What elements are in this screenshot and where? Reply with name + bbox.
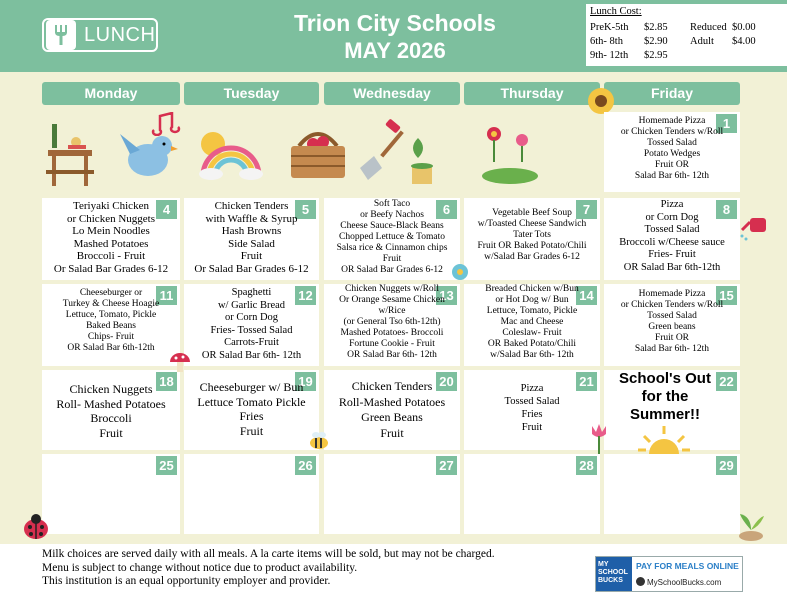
menu-item: Potato Wedges bbox=[643, 149, 701, 159]
lunch-cost-box bbox=[586, 4, 787, 66]
menu-item: Fruit bbox=[240, 250, 263, 262]
menu-item: or Chicken Tenders w/Roll bbox=[620, 127, 724, 137]
price-6-8: $2.90 bbox=[644, 36, 668, 47]
day-cell-28 bbox=[464, 454, 600, 534]
day-number: 20 bbox=[436, 372, 457, 391]
shovel-plant-icon bbox=[356, 118, 440, 188]
menu-item: Lo Mein Noodles bbox=[72, 225, 150, 237]
menu-item: Lettuce Tomato Pickle bbox=[197, 394, 306, 409]
day-number: 19 bbox=[295, 372, 316, 391]
menu-item: Coleslaw- Fruit bbox=[502, 328, 562, 338]
menu-item: or Beefy Nachos bbox=[360, 210, 424, 220]
myschoolbucks-site-text: MySchoolBucks.com bbox=[647, 578, 722, 587]
menu-item: Green Beans bbox=[361, 410, 423, 424]
day-number: 8 bbox=[716, 200, 737, 219]
menu-list bbox=[44, 288, 178, 354]
day-number: 27 bbox=[436, 456, 457, 475]
day-number: 28 bbox=[576, 456, 597, 475]
menu-item: OR Salad Bar 6th-12th bbox=[67, 343, 155, 353]
day-number: 4 bbox=[156, 200, 177, 219]
day-cell-11 bbox=[42, 284, 180, 366]
menu-item: Cheese Sauce-Black Beans bbox=[340, 221, 444, 231]
menu-item: Fries- Fruit bbox=[648, 249, 696, 260]
day-cell-20 bbox=[324, 370, 460, 450]
rainbow-sun-icon bbox=[195, 120, 265, 180]
menu-item: Tossed Salad bbox=[504, 396, 560, 407]
day-cell-14 bbox=[464, 284, 600, 366]
lunch-cost-heading: Lunch Cost: bbox=[590, 6, 642, 17]
picnic-basket-icon bbox=[285, 122, 351, 182]
menu-item: Chicken Tenders bbox=[351, 379, 433, 393]
menu-item: OR Baked Potato/Chili bbox=[487, 339, 577, 349]
day-cell-21 bbox=[464, 370, 600, 450]
menu-list bbox=[466, 382, 598, 434]
price-9-12: $2.95 bbox=[644, 50, 668, 61]
menu-item: Tossed Salad bbox=[644, 224, 700, 235]
menu-item: Fortune Cookie - Fruit bbox=[349, 339, 435, 349]
menu-list bbox=[186, 380, 317, 438]
menu-item: Homemade Pizza bbox=[638, 116, 706, 126]
menu-item: or Corn Dog bbox=[645, 211, 699, 223]
menu-list bbox=[326, 284, 458, 361]
menu-item: Fruit OR bbox=[654, 160, 690, 170]
menu-item: Fruit bbox=[521, 422, 543, 433]
weekday-friday: Friday bbox=[604, 82, 740, 105]
menu-item: OR Salad Bar 6th-12th bbox=[623, 261, 721, 273]
menu-item: w/Salad Bar 6th- 12th bbox=[490, 350, 574, 360]
menu-list bbox=[466, 208, 598, 263]
day-cell-18 bbox=[42, 370, 180, 450]
myschoolbucks-site bbox=[636, 577, 721, 587]
tulip-icon bbox=[588, 422, 610, 456]
menu-item: Tater Tots bbox=[513, 230, 551, 240]
menu-item: w/Salad Bar Grades 6-12 bbox=[484, 252, 580, 262]
menu-item: for the bbox=[641, 388, 689, 405]
menu-item: Mac and Cheese bbox=[500, 317, 564, 327]
menu-item: School's Out bbox=[619, 370, 711, 387]
menu-item: Chicken Nuggets w/Roll bbox=[345, 284, 439, 294]
myschoolbucks-tagline: PAY FOR MEALS ONLINE bbox=[636, 561, 739, 571]
day-cell-6 bbox=[324, 198, 460, 280]
logo-text: MY bbox=[598, 561, 609, 568]
sun-icon bbox=[636, 424, 692, 454]
menu-item: Broccoli - Fruit bbox=[76, 250, 146, 262]
price-prek5: $2.85 bbox=[644, 22, 668, 33]
menu-item: with Waffle & Syrup bbox=[205, 212, 298, 225]
menu-item: OR Salad Bar Grades 6-12 bbox=[341, 265, 443, 275]
weekday-tuesday: Tuesday bbox=[184, 82, 319, 105]
menu-item: Chips- Fruit bbox=[87, 332, 135, 342]
menu-item: (or General Tso 6th-12th) bbox=[343, 317, 441, 327]
menu-item: Salsa rice & Cinnamon chips bbox=[336, 243, 448, 253]
menu-item: w/Rice bbox=[378, 306, 406, 316]
footer-line: Menu is subject to change without notice due to product availability. bbox=[42, 561, 358, 574]
day-cell-7 bbox=[464, 198, 600, 280]
picnic-table-icon bbox=[46, 118, 94, 190]
menu-item: Breaded Chicken w/Bun bbox=[485, 284, 579, 294]
day-cell-26 bbox=[184, 454, 319, 534]
price-adult: $4.00 bbox=[732, 36, 756, 47]
logo-text: SCHOOL bbox=[598, 569, 628, 576]
menu-item: OR Salad Bar 6th- 12th bbox=[201, 349, 302, 361]
price-label-adult: Adult bbox=[690, 36, 714, 47]
month-title: MAY 2026 bbox=[344, 38, 446, 63]
menu-item: OR Salad Bar 6th- 12th bbox=[347, 350, 437, 360]
day-cell-5 bbox=[184, 198, 319, 280]
day-number: 13 bbox=[436, 286, 457, 305]
menu-item: Lettuce, Tomato, Pickle bbox=[65, 310, 157, 320]
mushroom-icon bbox=[168, 350, 192, 374]
menu-item: or Hot Dog w/ Bun bbox=[495, 295, 569, 305]
footer-notes bbox=[42, 548, 495, 589]
menu-item: Cheeseburger w/ Bun bbox=[199, 380, 304, 394]
day-number: 18 bbox=[156, 372, 177, 391]
menu-item: Fruit bbox=[382, 254, 402, 264]
menu-item: Or Salad Bar Grades 6-12 bbox=[53, 262, 169, 275]
bee-icon bbox=[306, 430, 332, 452]
menu-item: w/Toasted Cheese Sandwich bbox=[477, 219, 587, 229]
footer-line: This institution is an equal opportunity employer and provider. bbox=[42, 575, 331, 587]
lunch-badge bbox=[42, 18, 158, 52]
menu-item: Hash Browns bbox=[221, 225, 282, 237]
weekday-wednesday: Wednesday bbox=[324, 82, 460, 105]
menu-item: Pizza bbox=[660, 199, 684, 210]
menu-item: Chicken Tenders bbox=[214, 200, 289, 212]
watering-can-icon bbox=[740, 210, 770, 242]
day-cell-25 bbox=[42, 454, 180, 534]
menu-item: Broccoli bbox=[90, 411, 132, 425]
menu-item: Cheeseburger or bbox=[79, 288, 143, 298]
menu-item: Fries bbox=[239, 409, 264, 423]
price-label-9-12: 9th- 12th bbox=[590, 50, 629, 61]
menu-item: Roll-Mashed Potatoes bbox=[338, 394, 446, 409]
menu-item: Tossed Salad bbox=[647, 311, 697, 321]
flowers-icon bbox=[478, 120, 542, 184]
menu-item: Salad Bar 6th- 12th bbox=[634, 344, 710, 354]
menu-list bbox=[44, 382, 178, 440]
price-reduced: $0.00 bbox=[732, 22, 756, 33]
myschoolbucks-banner[interactable] bbox=[595, 556, 743, 592]
day-cell-27 bbox=[324, 454, 460, 534]
day-number: 11 bbox=[156, 286, 177, 305]
price-label-prek5: PreK-5th bbox=[590, 22, 629, 33]
menu-item: Fruit OR bbox=[654, 333, 690, 343]
sprout-icon bbox=[736, 510, 766, 542]
menu-item: Baked Beans bbox=[86, 321, 136, 331]
day-number: 1 bbox=[716, 114, 737, 133]
day-number: 7 bbox=[576, 200, 597, 219]
music-note-icon bbox=[150, 112, 184, 136]
school-title: Trion City Schools bbox=[294, 10, 496, 36]
menu-item: Mashed Potatoes- Broccoli bbox=[340, 328, 444, 338]
menu-list bbox=[186, 287, 317, 362]
menu-list bbox=[44, 200, 178, 275]
menu-item: Soft Taco bbox=[373, 199, 411, 209]
day-number: 6 bbox=[436, 200, 457, 219]
day-cell-8 bbox=[604, 198, 740, 280]
menu-item: Fruit bbox=[239, 423, 264, 438]
price-label-6-8: 6th- 8th bbox=[590, 36, 623, 47]
myschoolbucks-logo bbox=[596, 557, 632, 591]
day-cell-12 bbox=[184, 284, 319, 366]
day-cell-29 bbox=[604, 454, 740, 534]
day-number: 15 bbox=[716, 286, 737, 305]
day-number: 26 bbox=[295, 456, 316, 475]
weekday-monday: Monday bbox=[42, 82, 180, 105]
menu-item: Turkey & Cheese Hoagie bbox=[62, 299, 160, 309]
day-cell-4 bbox=[42, 198, 180, 280]
menu-item: Teriyaki Chicken bbox=[73, 200, 149, 212]
menu-item: or Chicken Nuggets bbox=[67, 212, 155, 225]
day-number: 5 bbox=[295, 200, 316, 219]
menu-item: Fruit bbox=[99, 425, 123, 440]
day-cell-19 bbox=[184, 370, 319, 450]
menu-item: Broccoli w/Cheese sauce bbox=[619, 236, 725, 248]
menu-item: Fries bbox=[521, 409, 543, 420]
menu-list bbox=[186, 200, 317, 275]
menu-item: w/ Garlic Bread bbox=[217, 299, 286, 311]
menu-item: Or Orange Sesame Chicken bbox=[339, 295, 445, 305]
menu-item: Mashed Potatoes bbox=[73, 237, 149, 250]
day-number: 22 bbox=[716, 372, 737, 391]
menu-item: Chicken Nuggets bbox=[69, 382, 153, 396]
lunch-badge-label: LUNCH bbox=[84, 23, 156, 46]
menu-item: Spaghetti bbox=[231, 287, 272, 298]
menu-item: Fries- Tossed Salad bbox=[210, 324, 293, 336]
day-number: 21 bbox=[576, 372, 597, 391]
menu-item: Chopped Lettuce & Tomato bbox=[338, 232, 445, 242]
menu-item: Salad Bar 6th- 12th bbox=[634, 171, 710, 181]
fork-icon bbox=[46, 20, 76, 50]
day-number: 29 bbox=[716, 456, 737, 475]
footer-line: Milk choices are served daily with all meals. A la carte items will be sold, but may not be charged. bbox=[42, 548, 495, 560]
menu-item: Pizza bbox=[520, 383, 544, 394]
weekday-thursday: Thursday bbox=[464, 82, 600, 105]
logo-text: BUCKS bbox=[598, 577, 623, 584]
menu-item: Or Salad Bar Grades 6-12 bbox=[194, 262, 309, 275]
menu-list bbox=[326, 379, 458, 441]
menu-item: or Chicken Tenders w/Roll bbox=[620, 300, 724, 310]
menu-item: Lettuce, Tomato, Pickle bbox=[486, 306, 578, 316]
day-number: 25 bbox=[156, 456, 177, 475]
menu-item: Fruit OR Baked Potato/Chili bbox=[477, 241, 587, 251]
menu-item: Tossed Salad bbox=[647, 138, 697, 148]
day-cell-1 bbox=[604, 112, 740, 192]
menu-list bbox=[606, 199, 738, 274]
menu-item: Vegetable Beef Soup bbox=[492, 208, 572, 218]
menu-item: Homemade Pizza bbox=[638, 289, 706, 299]
day-cell-13 bbox=[324, 284, 460, 366]
menu-item: Roll- Mashed Potatoes bbox=[56, 396, 166, 411]
day-cell-15 bbox=[604, 284, 740, 366]
menu-item: Summer!! bbox=[629, 406, 700, 423]
menu-list bbox=[606, 116, 738, 182]
menu-list bbox=[606, 289, 738, 355]
day-number: 14 bbox=[576, 286, 597, 305]
price-label-reduced: Reduced bbox=[690, 22, 727, 33]
menu-item: Carrots-Fruit bbox=[224, 337, 279, 348]
flower-icon bbox=[450, 262, 470, 282]
schools-out-message bbox=[606, 370, 724, 424]
ladybug-icon bbox=[22, 514, 50, 540]
day-number: 12 bbox=[295, 286, 316, 305]
menu-item: Fruit bbox=[380, 425, 404, 440]
menu-list bbox=[326, 199, 458, 276]
menu-item: or Corn Dog bbox=[224, 312, 279, 323]
globe-icon bbox=[636, 577, 645, 586]
menu-item: Side Salad bbox=[228, 237, 275, 250]
menu-list bbox=[466, 284, 598, 361]
menu-item: Green beans bbox=[648, 322, 696, 332]
